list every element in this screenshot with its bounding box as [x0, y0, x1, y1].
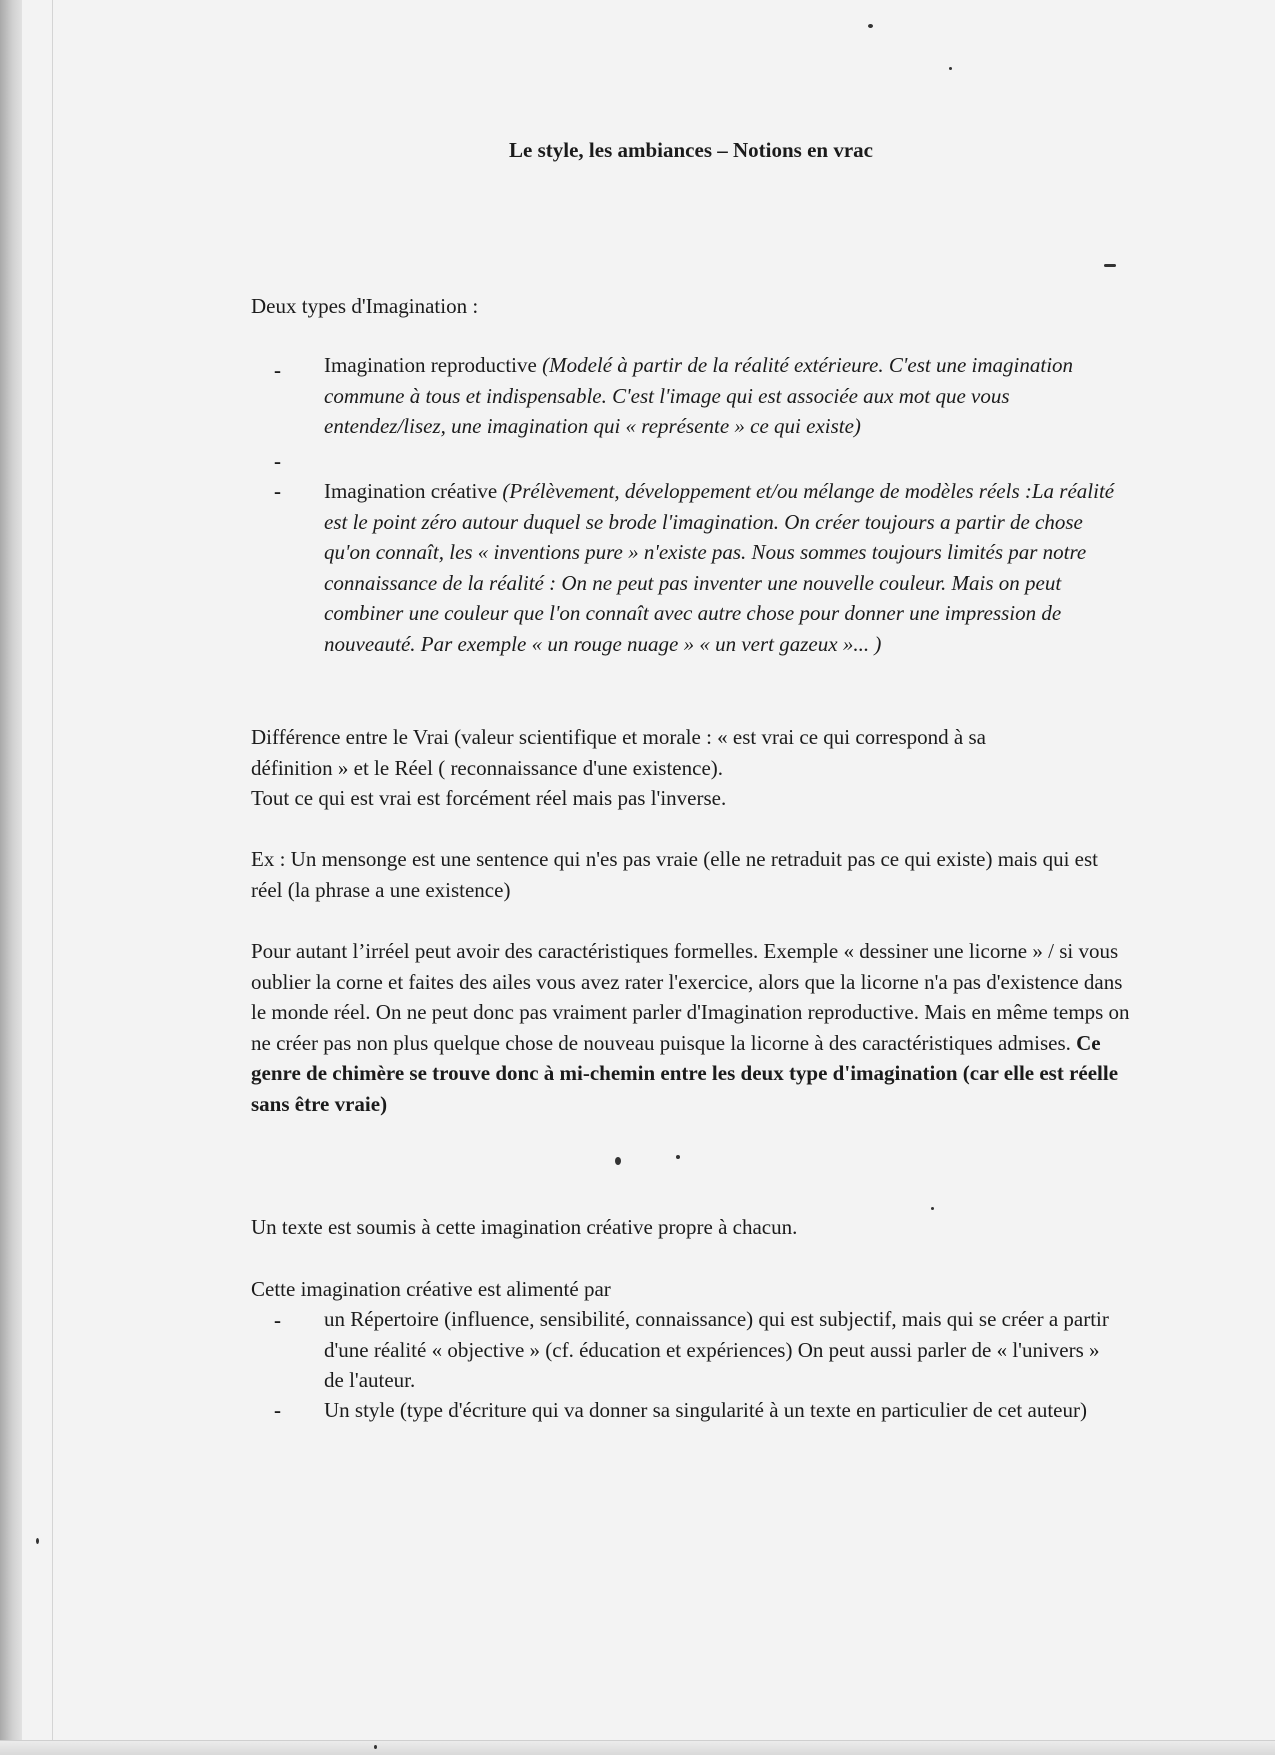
list-item-description: (Modelé à partir de la réalité extérieure. C'est une imagination commune à tous et indispensable. C'est l'image qui est associée aux mot que vous entendez/lisez, une imagination qui « représente » ce qui existe)	[324, 353, 1074, 438]
bullet-marker: -	[274, 479, 281, 503]
scan-speck	[615, 1157, 621, 1165]
licorne-paragraph	[251, 936, 1131, 1119]
scan-bottom-edge	[0, 1740, 1275, 1755]
scan-left-edge	[0, 0, 22, 1755]
difference-paragraph	[251, 722, 1131, 814]
licorne-text: Pour autant l’irréel peut avoir des caractéristiques formelles. Exemple « dessiner une licorne » / si vous oublier la corne et faites des ailes vous avez rater l'exercice, alors que la licorne n'a pas d'existence dans le monde réel. On ne peut donc pas vraiment parler d'Imagination reproductive. Mais en même temps on ne créer pas non plus quelque chose de nouveau puisque la licorne à des caractéristiques admises.	[251, 939, 1130, 1055]
list-item-label: Imagination reproductive	[324, 353, 543, 377]
text-line: Tout ce qui est vrai est forcément réel mais pas l'inverse.	[251, 786, 727, 810]
scan-speck	[949, 67, 952, 70]
scan-speck	[868, 24, 873, 28]
list-item-style: Un style (type d'écriture qui va donner sa singularité à un texte en particulier de cet auteur)	[324, 1398, 1087, 1422]
list-item-label: Imagination créative	[324, 479, 503, 503]
bullet-marker: -	[274, 1308, 281, 1332]
list-item-description: (Prélèvement, développement et/ou mélange de modèles réels :La réalité est le point zéro autour duquel se brode l'imagination. On créer toujours a partir de chose qu'on connaît, les « inventions pure » n'existe pas. Nous sommes toujours limités par notre connaissance de la réalité : On ne peut pas inventer une nouvelle couleur. Mais on peut combiner une couleur que l'on connaît avec autre chose pour donner une impression de nouveauté. Par exemple « un rouge nuage » « un vert gazeux »... )	[324, 479, 1115, 656]
example-paragraph: Ex : Un mensonge est une sentence qui n'es pas vraie (elle ne retraduit pas ce qui existe) mais qui est réel (la phrase a une existence)	[251, 847, 1099, 902]
scan-speck	[1104, 264, 1116, 267]
list-item-reproductive	[324, 350, 1124, 442]
scan-speck	[36, 1538, 39, 1544]
licorne-bold-text: Ce genre de chimère se trouve donc à mi-chemin entre les deux type d'imagination (car elle est réelle sans être vraie)	[251, 1030, 1119, 1116]
bullet-marker: -	[274, 449, 281, 473]
texte-paragraph: Un texte est soumis à cette imagination créative propre à chacun.	[251, 1215, 798, 1239]
alimente-intro: Cette imagination créative est alimenté par	[251, 1277, 611, 1301]
scan-speck	[374, 1745, 377, 1749]
document-title: Le style, les ambiances – Notions en vrac	[509, 138, 873, 162]
list-item-repertoire: un Répertoire (influence, sensibilité, connaissance) qui est subjectif, mais qui se créer a partir d'une réalité « objective » (cf. éducation et expériences) On peut aussi parler de « l'univers » de l'auteur.	[324, 1307, 1109, 1392]
scan-speck	[931, 1207, 934, 1210]
text-line: définition » et le Réel ( reconnaissance d'une existence).	[251, 755, 724, 780]
scan-fold-line	[52, 0, 53, 1755]
bullet-marker: -	[274, 1398, 281, 1422]
scan-speck	[676, 1155, 680, 1159]
intro-line: Deux types d'Imagination :	[251, 294, 479, 318]
list-item-creative	[324, 476, 1124, 659]
bullet-marker: -	[274, 358, 281, 382]
text-line: Différence entre le Vrai (valeur scientifique et morale : « est vrai ce qui correspond à sa	[251, 725, 986, 749]
